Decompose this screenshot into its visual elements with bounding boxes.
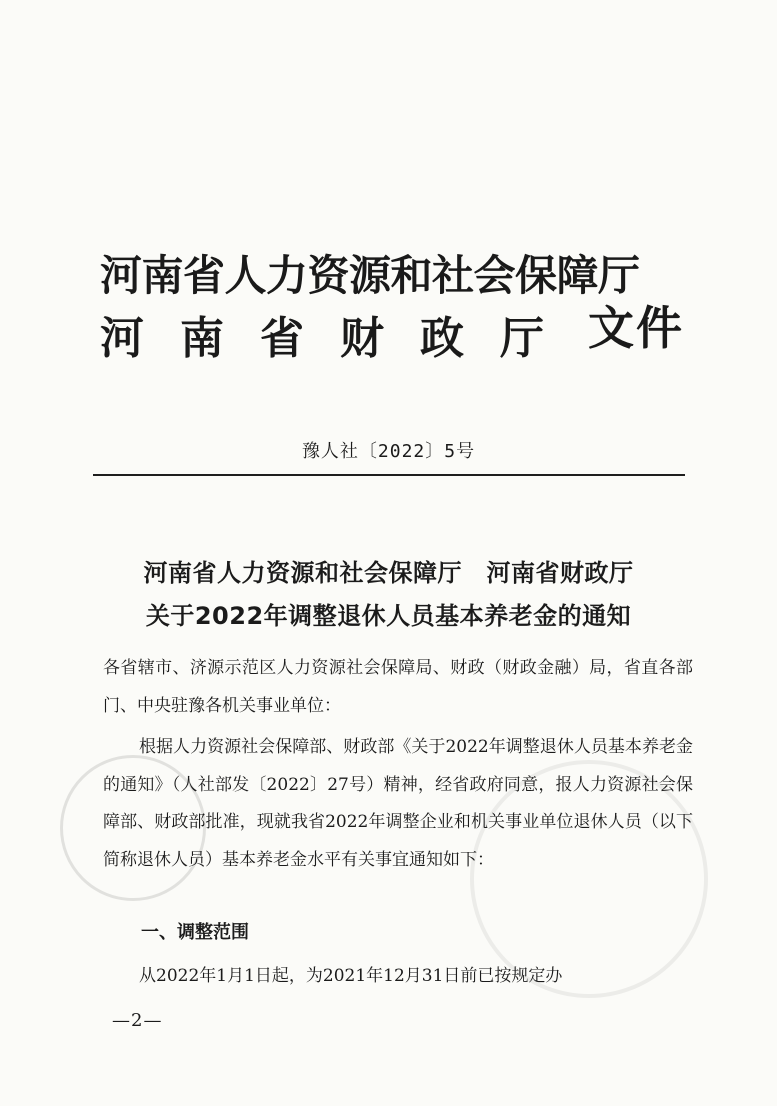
paragraph-2: 从2022年1月1日起，为2021年12月31日前已按规定办	[139, 966, 563, 986]
paragraph-1: 根据人力资源社会保障部、财政部《关于2022年调整退休人员基本养老金的通知》（人社部发〔2022〕27号）精神，经省政府同意，报人力资源社会保障部、财政部批准，现就我省2022年调整企业和机关事业单位退休人员（以下简称退休人员）基本养老金水平有关事宜通知如下：	[103, 737, 693, 870]
document-title-line-1: 河南省人力资源和社会保障厅 河南省财政厅	[143, 559, 634, 587]
document-number: 豫人社〔2022〕5号	[301, 441, 476, 462]
header-divider	[93, 474, 685, 476]
issuer-block	[100, 251, 640, 364]
addressee: 各省辖市、济源示范区人力资源社会保障局、财政（财政金融）局，省直各部门、中央驻豫各机关事业单位：	[103, 658, 693, 716]
issuer-line-hrss: 河南省人力资源和社会保障厅	[100, 251, 640, 300]
issuer-line-finance: 河南省财政厅	[100, 313, 580, 364]
document-title-line-2: 关于2022年调整退休人员基本养老金的通知	[145, 602, 632, 630]
page-number: —2—	[112, 1010, 163, 1031]
section-heading-scope: 一、调整范围	[141, 922, 249, 943]
doc-kind-label: 文件	[588, 301, 684, 355]
